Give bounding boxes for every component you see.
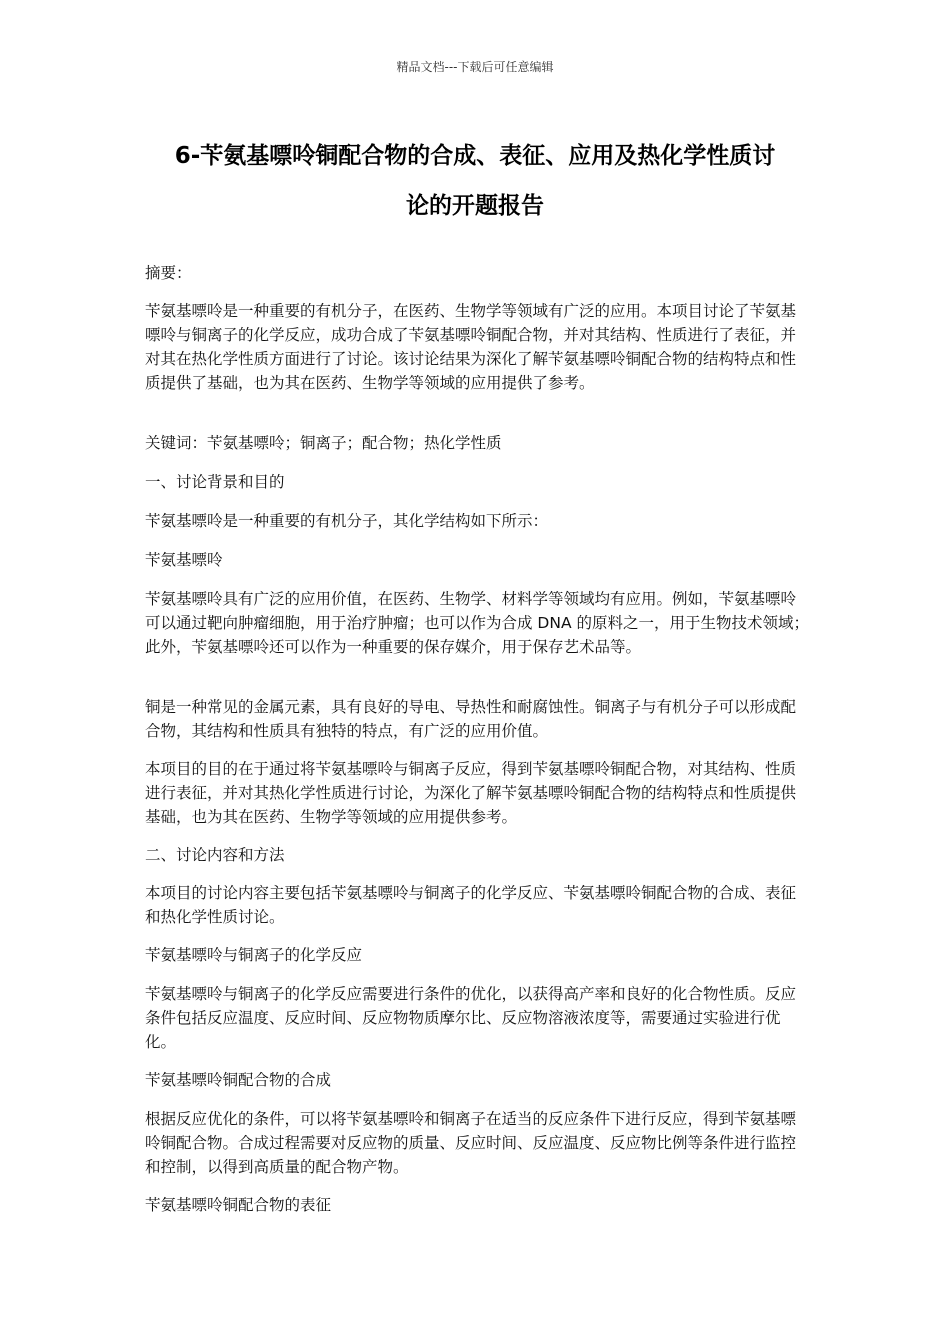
section-heading-background: 一、讨论背景和目的 [145, 473, 285, 491]
background-paragraph-1: 苄氨基嘌呤是一种重要的有机分子，其化学结构如下所示： [145, 512, 549, 530]
keywords-line: 关键词：苄氨基嘌呤；铜离子；配合物；热化学性质 [145, 434, 502, 452]
background-paragraph-2: 苄氨基嘌呤具有广泛的应用价值，在医药、生物学、材料学等领域均有应用。例如，苄氨基嘌呤可以通过靶向肿瘤细胞，用于治疗肿瘤；也可以作为合成 DNA 的原料之一，用于生物技术领域；此外，苄氨基嘌呤还可以作为一种重要的保存媒介，用于保存艺术品等。 [145, 590, 809, 656]
background-paragraph-3: 铜是一种常见的金属元素，具有良好的导电、导热性和耐腐蚀性。铜离子与有机分子可以形成配合物，其结构和性质具有独特的特点，有广泛的应用价值。 [145, 698, 797, 740]
abstract-label: 摘要： [145, 264, 192, 282]
document-title-line-1: 6-苄氨基嘌呤铜配合物的合成、表征、应用及热化学性质讨 [174, 143, 776, 169]
section-heading-methods: 二、讨论内容和方法 [145, 846, 285, 864]
reaction-paragraph: 苄氨基嘌呤与铜离子的化学反应需要进行条件的优化，以获得高产率和良好的化合物性质。反应条件包括反应温度、反应时间、反应物物质摩尔比、反应物溶液浓度等，需要通过实验进行优化。 [145, 985, 797, 1051]
subheading-characterization: 苄氨基嘌呤铜配合物的表征 [145, 1196, 332, 1214]
document-title-line-2: 论的开题报告 [406, 193, 544, 219]
abstract-paragraph: 苄氨基嘌呤是一种重要的有机分子，在医药、生物学等领域有广泛的应用。本项目讨论了苄氨基嘌呤与铜离子的化学反应，成功合成了苄氨基嘌呤铜配合物，并对其结构、性质进行了表征，并对其在热化学性质方面进行了讨论。该讨论结果为深化了解苄氨基嘌呤铜配合物的结构特点和性质提供了基础，也为其在医药、生物学等领域的应用提供了参考。 [145, 302, 797, 392]
subheading-reaction: 苄氨基嘌呤与铜离子的化学反应 [145, 946, 363, 964]
structure-label: 苄氨基嘌呤 [145, 551, 223, 569]
page-header-watermark: 精品文档---下载后可任意编辑 [396, 60, 554, 74]
subheading-synthesis: 苄氨基嘌呤铜配合物的合成 [145, 1071, 332, 1089]
synthesis-paragraph: 根据反应优化的条件，可以将苄氨基嘌呤和铜离子在适当的反应条件下进行反应，得到苄氨基嘌呤铜配合物。合成过程需要对反应物的质量、反应时间、反应温度、反应物比例等条件进行监控和控制，以得到高质量的配合物产物。 [145, 1110, 797, 1176]
background-paragraph-4: 本项目的目的在于通过将苄氨基嘌呤与铜离子反应，得到苄氨基嘌呤铜配合物，对其结构、性质进行表征，并对其热化学性质进行讨论，为深化了解苄氨基嘌呤铜配合物的结构特点和性质提供基础，也为其在医药、生物学等领域的应用提供参考。 [145, 760, 797, 826]
methods-paragraph-1: 本项目的讨论内容主要包括苄氨基嘌呤与铜离子的化学反应、苄氨基嘌呤铜配合物的合成、表征和热化学性质讨论。 [145, 884, 797, 926]
